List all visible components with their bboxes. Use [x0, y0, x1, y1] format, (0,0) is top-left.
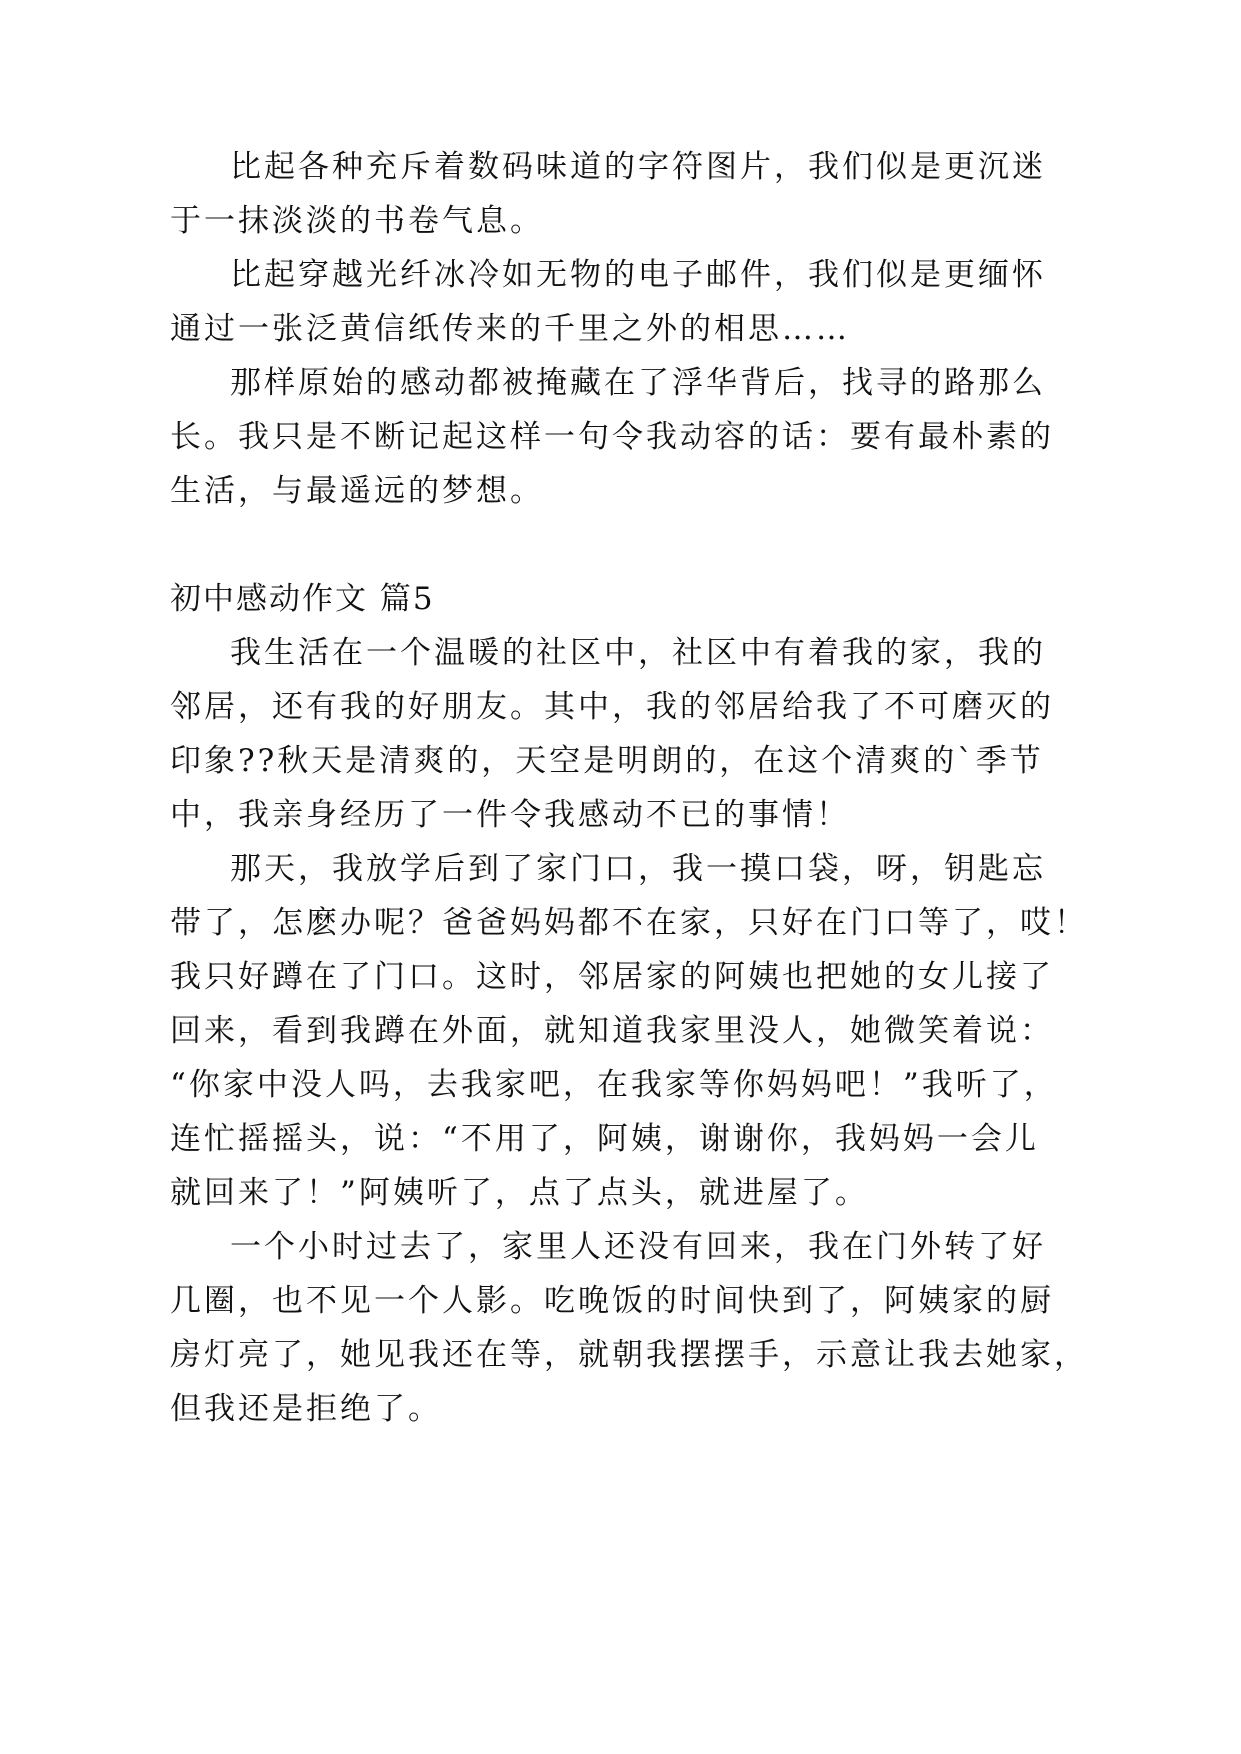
paragraph-line: 房灯亮了，她见我还在等，就朝我摆摆手，示意让我去她家，: [170, 1337, 1088, 1373]
paragraph-line: 我生活在一个温暖的社区中，社区中有着我的家，我的: [230, 635, 1046, 671]
paragraph-line: 回来，看到我蹲在外面，就知道我家里没人，她微笑着说：: [170, 1013, 1054, 1049]
paragraph-line: “你家中没人吗，去我家吧，在我家等你妈妈吧！”我听了，: [170, 1067, 1058, 1103]
paragraph-line: 印象??秋天是清爽的，天空是明朗的，在这个清爽的`季节: [170, 743, 1044, 779]
paragraph-line: 一个小时过去了，家里人还没有回来，我在门外转了好: [230, 1229, 1046, 1265]
paragraph-line: 几圈，也不见一个人影。吃晚饭的时间快到了，阿姨家的厨: [170, 1283, 1054, 1319]
paragraph-line: 带了，怎麽办呢？爸爸妈妈都不在家，只好在门口等了，哎！: [170, 905, 1088, 941]
section-heading: 初中感动作文 篇5: [170, 581, 435, 617]
paragraph-line: 邻居，还有我的好朋友。其中，我的邻居给我了不可磨灭的: [170, 689, 1054, 725]
paragraph-line: 连忙摇摇头，说：“不用了，阿姨，谢谢你，我妈妈一会儿: [170, 1121, 1039, 1157]
paragraph-line: 但我还是拒绝了。: [170, 1391, 442, 1427]
paragraph-line: 就回来了！”阿姨听了，点了点头，就进屋了。: [170, 1175, 869, 1211]
paragraph-line: 比起穿越光纤冰冷如无物的电子邮件，我们似是更缅怀: [230, 257, 1046, 293]
paragraph-line: 比起各种充斥着数码味道的字符图片，我们似是更沉迷: [230, 149, 1046, 185]
paragraph-line: 那天，我放学后到了家门口，我一摸口袋，呀，钥匙忘: [230, 851, 1046, 887]
paragraph-line: 长。我只是不断记起这样一句令我动容的话：要有最朴素的: [170, 419, 1054, 455]
paragraph-line: 那样原始的感动都被掩藏在了浮华背后，找寻的路那么: [230, 365, 1046, 401]
paragraph-line: 生活，与最遥远的梦想。: [170, 473, 544, 509]
paragraph-line: 我只好蹲在了门口。这时，邻居家的阿姨也把她的女儿接了: [170, 959, 1054, 995]
paragraph-line: 于一抹淡淡的书卷气息。: [170, 203, 544, 239]
paragraph-line: 通过一张泛黄信纸传来的千里之外的相思……: [170, 311, 850, 347]
paragraph-line: 中，我亲身经历了一件令我感动不已的事情！: [170, 797, 850, 833]
